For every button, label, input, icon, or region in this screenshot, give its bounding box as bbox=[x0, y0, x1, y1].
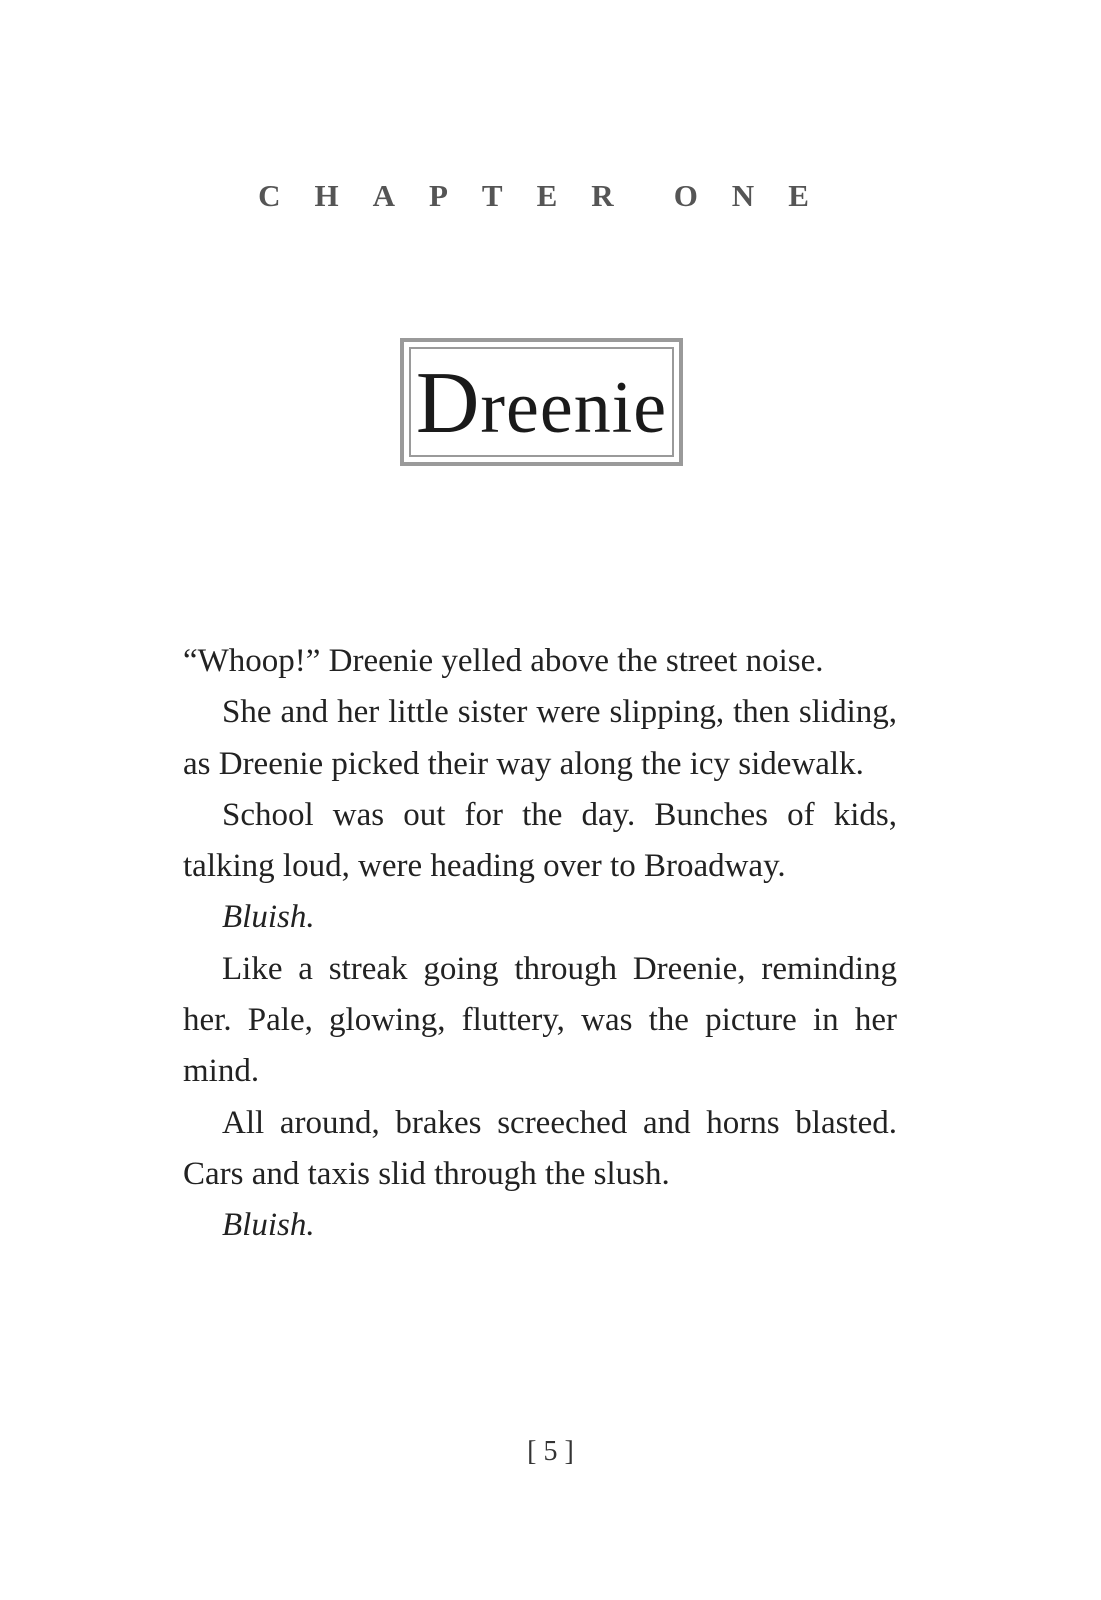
chapter-label-word: CHAPTER bbox=[258, 178, 648, 213]
chapter-title-rest: reenie bbox=[480, 367, 668, 449]
paragraph-7: Bluish. bbox=[222, 1207, 315, 1244]
chapter-title bbox=[415, 355, 668, 452]
chapter-number-word: ONE bbox=[673, 178, 843, 213]
chapter-title-frame bbox=[400, 338, 683, 466]
paragraph-1: “Whoop!” Dreenie yelled above the street noise. bbox=[183, 643, 824, 679]
chapter-label bbox=[0, 178, 1101, 214]
paragraph-2: She and her little sister were slipping, then sliding, as Dreenie picked their way along the icy sidewalk. bbox=[183, 694, 897, 782]
paragraph-5: Like a streak going through Dreenie, reminding her. Pale, glowing, fluttery, was the picture in her mind. bbox=[183, 950, 897, 1090]
chapter-title-initial: D bbox=[415, 355, 481, 452]
chapter-title-frame-inner bbox=[409, 347, 674, 457]
paragraph-3: School was out for the day. Bunches of kids, talking loud, were heading over to Broadway. bbox=[183, 796, 897, 885]
paragraph-4: Bluish. bbox=[222, 899, 315, 936]
paragraph-6: All around, brakes screeched and horns blasted. Cars and taxis slid through the slush. bbox=[183, 1104, 897, 1192]
page-number: [ 5 ] bbox=[527, 1436, 574, 1467]
body-text bbox=[183, 636, 897, 1252]
